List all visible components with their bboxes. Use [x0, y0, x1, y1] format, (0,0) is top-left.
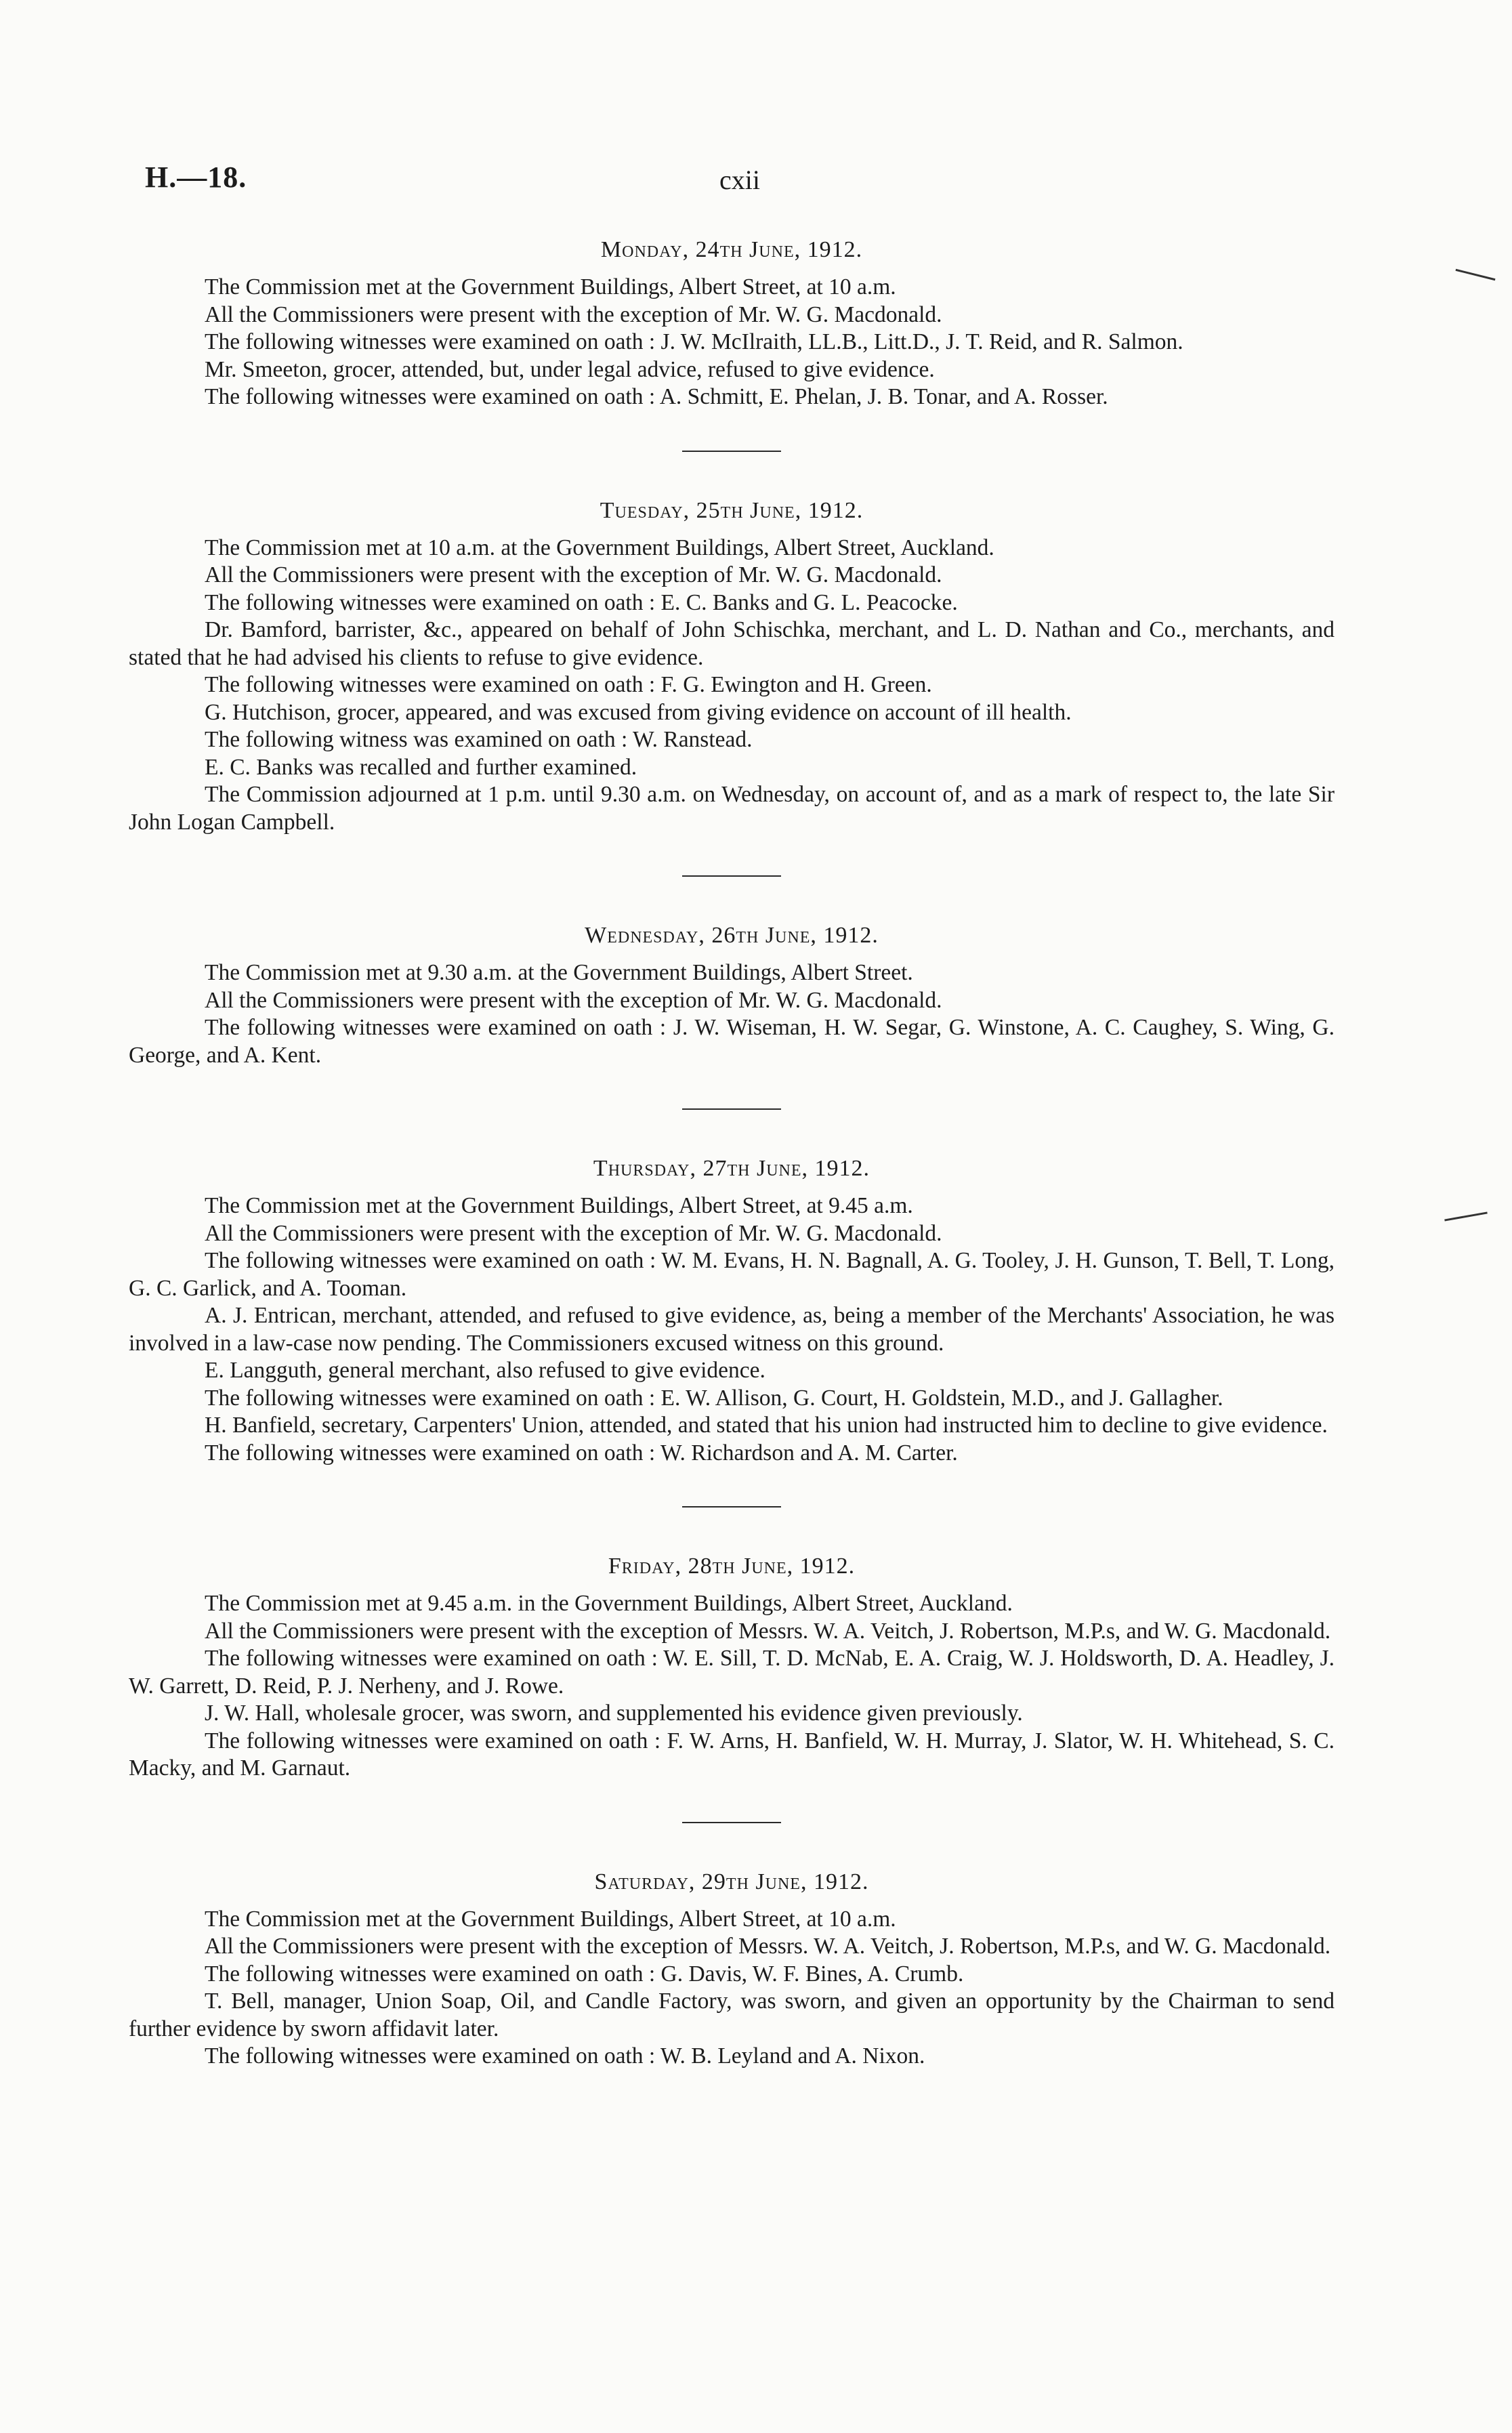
minute-paragraph: All the Commissioners were present with the exception of Mr. W. G. Macdonald. [205, 1220, 942, 1246]
section-date: Saturday, 29th June, 1912. [594, 1869, 869, 1894]
minute-paragraph: The following witnesses were examined on oath : E. W. Allison, G. Court, H. Goldstein, M.D., and J. Gallagher. [205, 1385, 1223, 1411]
minute-paragraph: H. Banfield, secretary, Carpenters' Union, attended, and stated that his union had instructed him to decline to give evidence. [205, 1413, 1328, 1438]
page-number: cxii [719, 165, 760, 195]
scan-mark [1456, 269, 1496, 280]
minute-paragraph: E. Langguth, general merchant, also refused to give evidence. [205, 1358, 765, 1383]
minute-paragraph: G. Hutchison, grocer, appeared, and was excused from giving evidence on account of ill health. [205, 699, 1072, 725]
minute-paragraph: The following witnesses were examined on oath : E. C. Banks and G. L. Peacocke. [205, 589, 958, 615]
minute-paragraph: The Commission met at 9.45 a.m. in the Government Buildings, Albert Street, Auckland. [205, 1591, 1013, 1616]
section-divider [682, 1108, 781, 1110]
minute-paragraph: The following witnesses were examined on oath : G. Davis, W. F. Bines, A. Crumb. [205, 1961, 964, 1987]
minute-paragraph: The following witnesses were examined on oath : J. W. McIlraith, LL.B., Litt.D., J. T. Reid, and R. Salmon. [205, 329, 1183, 354]
minute-paragraph: T. Bell, manager, Union Soap, Oil, and Candle Factory, was sworn, and given an opportunity by the Chairman to send further evidence by sworn affidavit later. [129, 1989, 1335, 2041]
minute-paragraph: The following witness was examined on oath : W. Ranstead. [205, 727, 753, 752]
day-section-tuesday [129, 493, 1335, 837]
day-section-saturday [129, 1864, 1335, 2071]
minutes-content [129, 225, 1335, 2071]
section-date: Thursday, 27th June, 1912. [593, 1156, 870, 1181]
minute-paragraph: E. C. Banks was recalled and further examined. [205, 754, 637, 780]
scan-mark [1444, 1211, 1488, 1221]
day-section-monday [129, 232, 1335, 411]
day-section-friday [129, 1548, 1335, 1783]
section-date: Tuesday, 25th June, 1912. [600, 497, 864, 523]
minute-paragraph: The following witnesses were examined on oath : J. W. Wiseman, H. W. Segar, G. Winstone, A. C. Caughey, S. Wing, G. George, and A. Kent. [129, 1015, 1335, 1068]
minute-paragraph: The following witnesses were examined on oath : W. Richardson and A. M. Carter. [205, 1440, 958, 1465]
minute-paragraph: The following witnesses were examined on oath : W. E. Sill, T. D. McNab, E. A. Craig, W. J. Holdsworth, D. A. Headley, J. W. Garrett, D. Reid, P. J. Nerheny, and J. Rowe. [129, 1646, 1335, 1699]
minute-paragraph: The Commission adjourned at 1 p.m. until 9.30 a.m. on Wednesday, on account of, and as a mark of respect to, the late Sir John Logan Campbell. [129, 782, 1335, 835]
minute-paragraph: The Commission met at the Government Buildings, Albert Street, at 9.45 a.m. [205, 1193, 913, 1218]
minute-paragraph: The following witnesses were examined on oath : W. M. Evans, H. N. Bagnall, A. G. Tooley, J. H. Gunson, T. Bell, T. Long, G. C. Garlick, and A. Tooman. [129, 1248, 1335, 1301]
section-date: Friday, 28th June, 1912. [608, 1554, 856, 1579]
minute-paragraph: The Commission met at 10 a.m. at the Government Buildings, Albert Street, Auckland. [205, 535, 994, 560]
minute-paragraph: All the Commissioners were present with the exception of Messrs. W. A. Veitch, J. Robertson, M.P.s, and W. G. Macdonald. [205, 1934, 1331, 1959]
section-divider [682, 451, 781, 452]
minute-paragraph: All the Commissioners were present with the exception of Mr. W. G. Macdonald. [205, 301, 942, 327]
section-divider [682, 1506, 781, 1507]
day-section-wednesday [129, 917, 1335, 1069]
section-divider [682, 875, 781, 877]
minute-paragraph: The Commission met at the Government Buildings, Albert Street, at 10 a.m. [205, 274, 896, 299]
minute-paragraph: All the Commissioners were present with the exception of Messrs. W. A. Veitch, J. Robertson, M.P.s, and W. G. Macdonald. [205, 1618, 1331, 1644]
minute-paragraph: Dr. Bamford, barrister, &c., appeared on behalf of John Schischka, merchant, and L. D. Nathan and Co., merchants, and stated that he had advised his clients to refuse to give evidence. [129, 617, 1335, 670]
minute-paragraph: The Commission met at the Government Buildings, Albert Street, at 10 a.m. [205, 1906, 896, 1932]
day-section-thursday [129, 1150, 1335, 1467]
minute-paragraph: All the Commissioners were present with the exception of Mr. W. G. Macdonald. [205, 987, 942, 1013]
minute-paragraph: The following witnesses were examined on oath : F. W. Arns, H. Banfield, W. H. Murray, J. Slator, W. H. Whitehead, S. C. Macky, and M. Garnaut. [129, 1728, 1335, 1781]
minute-paragraph: All the Commissioners were present with the exception of Mr. W. G. Macdonald. [205, 562, 942, 587]
section-date: Monday, 24th June, 1912. [600, 237, 863, 262]
minute-paragraph: The following witnesses were examined on oath : A. Schmitt, E. Phelan, J. B. Tonar, and A. Rosser. [205, 384, 1108, 409]
minute-paragraph: Mr. Smeeton, grocer, attended, but, under legal advice, refused to give evidence. [205, 356, 935, 382]
minute-paragraph: The Commission met at 9.30 a.m. at the Government Buildings, Albert Street. [205, 960, 913, 985]
minute-paragraph: J. W. Hall, wholesale grocer, was sworn, and supplemented his evidence given previously. [205, 1701, 1023, 1726]
section-date: Wednesday, 26th June, 1912. [585, 923, 879, 948]
minute-paragraph: The following witnesses were examined on oath : W. B. Leyland and A. Nixon. [205, 2043, 925, 2068]
section-divider [682, 1822, 781, 1823]
page-reference: H.—18. [145, 161, 247, 194]
minute-paragraph: A. J. Entrican, merchant, attended, and refused to give evidence, as, being a member of the Merchants' Association, he was involved in a law-case now pending. The Commissioners excused witness on this ground. [129, 1303, 1335, 1356]
minute-paragraph: The following witnesses were examined on oath : F. G. Ewington and H. Green. [205, 672, 932, 697]
